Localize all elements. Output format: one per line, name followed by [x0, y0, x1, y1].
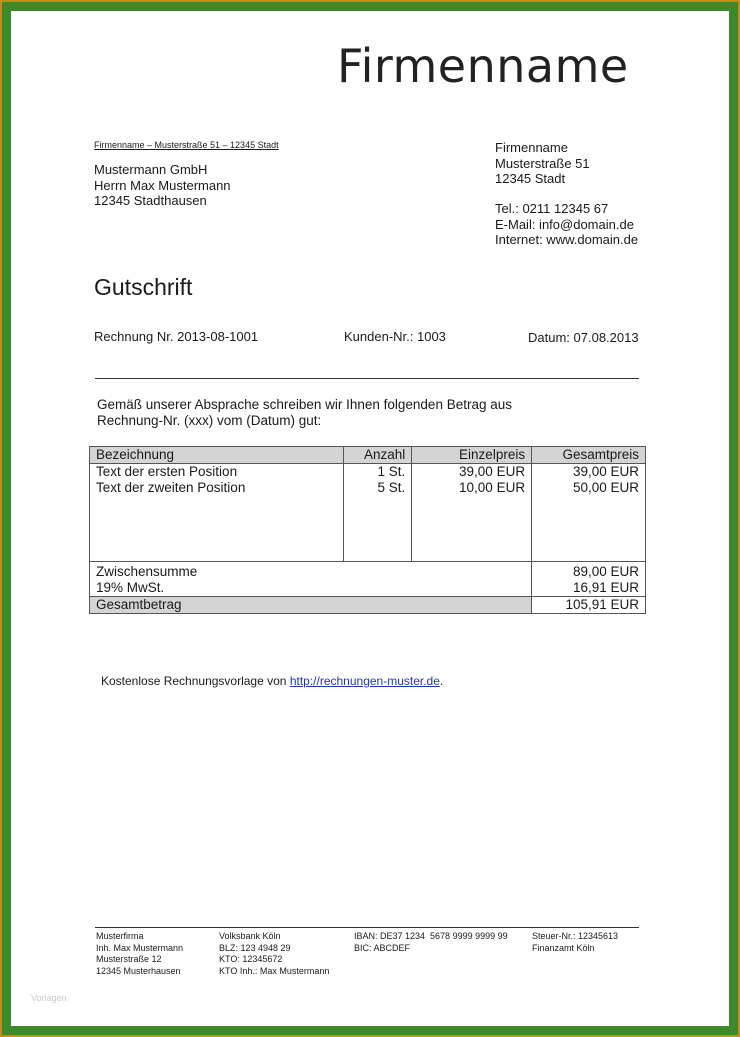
- table-empty-row: [90, 496, 646, 562]
- sender-address: [495, 140, 590, 187]
- footer-company: [96, 931, 183, 977]
- subtotal-row: [90, 562, 646, 581]
- recipient-line: Herrn Max Mustermann: [94, 177, 231, 193]
- footer-line: Finanzamt Köln: [532, 942, 595, 953]
- vat-row: [90, 580, 646, 597]
- intro-text: [97, 397, 512, 429]
- footer-line: Steuer-Nr.: 12345613: [532, 931, 619, 941]
- item-quantity: 1 St.: [344, 464, 412, 481]
- footer-note-suffix: .: [439, 674, 444, 688]
- footer-line: KTO: 12345672: [219, 954, 283, 964]
- total-row: [90, 597, 646, 614]
- footer-note-text: Kostenlose Rechnungsvorlage von: [101, 674, 287, 688]
- footer-line: Volksbank Köln: [219, 931, 281, 941]
- subtotal-value: 89,00 EUR: [532, 562, 646, 581]
- item-description: Text der ersten Position: [90, 464, 344, 481]
- intro-line: Gemäß unserer Absprache schreiben wir Ihnen folgenden Betrag aus: [97, 397, 512, 412]
- column-header: Anzahl: [344, 447, 412, 464]
- footer-line: 12345 Musterhausen: [96, 965, 181, 976]
- footer-tax: [532, 931, 618, 954]
- subtotal-label: Zwischensumme: [90, 562, 532, 581]
- intro-line: Rechnung-Nr. (xxx) vom (Datum) gut:: [97, 413, 322, 428]
- table-header-row: [90, 447, 646, 464]
- invoice-number: Rechnung Nr. 2013-08-1001: [94, 329, 259, 344]
- item-unit-price: 10,00 EUR: [412, 480, 532, 496]
- footer-line: BLZ: 123 4948 29: [219, 942, 291, 953]
- footer-divider: [95, 927, 639, 928]
- vat-label: 19% MwSt.: [90, 580, 532, 597]
- template-link[interactable]: http://rechnungen-muster.de: [289, 674, 440, 688]
- footer-note: [101, 674, 443, 688]
- return-address: Firmenname – Musterstraße 51 – 12345 Stadt: [94, 140, 279, 150]
- document-title: Gutschrift: [94, 274, 193, 300]
- footer-iban: [354, 931, 508, 954]
- company-title: Firmenname: [337, 39, 629, 93]
- recipient-address: [94, 162, 231, 209]
- recipient-line: Mustermann GmbH: [94, 162, 208, 177]
- column-header: Gesamtpreis: [532, 447, 646, 464]
- column-header: Bezeichnung: [90, 447, 344, 464]
- divider: [95, 378, 639, 379]
- contact-email: E-Mail: info@domain.de: [495, 216, 634, 232]
- item-unit-price: 39,00 EUR: [412, 464, 532, 481]
- total-value: 105,91 EUR: [532, 597, 646, 614]
- recipient-line: 12345 Stadthausen: [94, 193, 207, 208]
- table-row: [90, 464, 646, 481]
- contact-website: Internet: www.domain.de: [495, 232, 639, 247]
- sender-line: 12345 Stadt: [495, 171, 566, 186]
- footer-bank: [219, 931, 329, 977]
- sender-line: Musterstraße 51: [495, 155, 590, 171]
- footer-line: Musterstraße 12: [96, 954, 162, 964]
- footer-line: IBAN: DE37 1234 5678 9999 9999 99: [354, 931, 508, 941]
- footer-line: KTO Inh.: Max Mustermann: [219, 965, 330, 976]
- watermark: Vorlagen: [31, 993, 67, 1003]
- customer-number: Kunden-Nr.: 1003: [344, 329, 446, 344]
- item-total: 39,00 EUR: [532, 464, 646, 481]
- sender-line: Firmenname: [495, 140, 568, 155]
- total-label: Gesamtbetrag: [90, 597, 532, 614]
- vat-value: 16,91 EUR: [532, 580, 646, 597]
- footer-line: Musterfirma: [96, 931, 144, 941]
- footer-line: BIC: ABCDEF: [354, 942, 411, 953]
- item-description: Text der zweiten Position: [90, 480, 344, 496]
- document-page: [11, 11, 729, 1026]
- footer-line: Inh. Max Mustermann: [96, 942, 184, 953]
- item-quantity: 5 St.: [344, 480, 412, 496]
- item-total: 50,00 EUR: [532, 480, 646, 496]
- sender-contact: [495, 201, 638, 248]
- table-row: [90, 480, 646, 496]
- contact-phone: Tel.: 0211 12345 67: [495, 201, 609, 216]
- items-table: [89, 446, 646, 614]
- column-header: Einzelpreis: [412, 447, 532, 464]
- document-date: Datum: 07.08.2013: [528, 330, 639, 345]
